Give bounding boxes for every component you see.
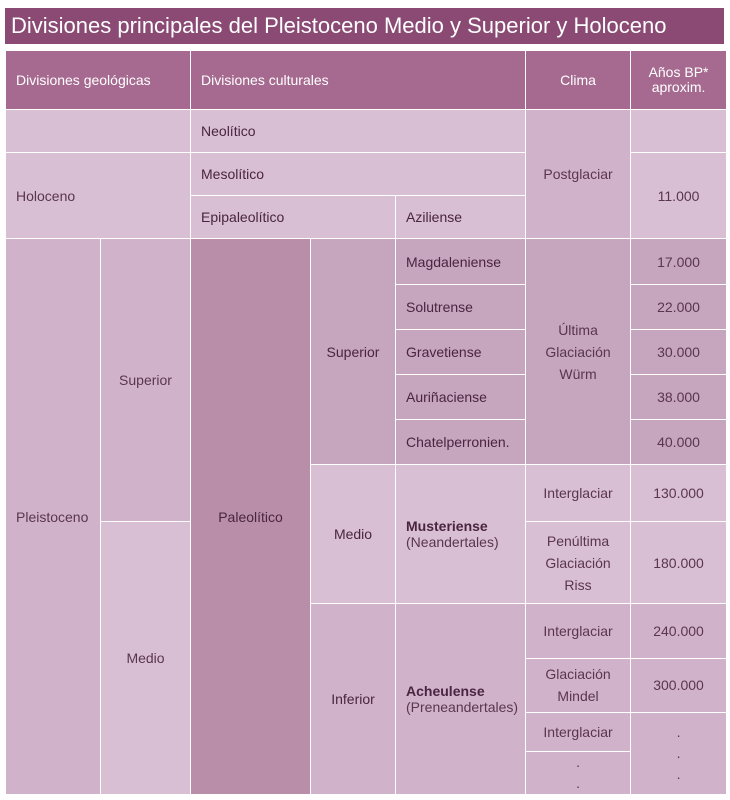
anos-mindel: 300.000 [631, 659, 726, 712]
table-title: Divisiones principales del Pleistoceno Medio y Superior y Holoceno [5, 8, 724, 44]
clima-ultima-line3: Würm [559, 365, 597, 382]
anos-holoceno: 11.000 [631, 153, 726, 238]
neandertales-label: (Neandertales) [406, 534, 499, 551]
clima-postglaciar: Postglaciar [526, 110, 630, 238]
geo-superior: Superior [101, 239, 190, 521]
clima-ultima-glaciacion [526, 239, 630, 464]
clima-interglaciar-2: Interglaciar [526, 604, 630, 657]
cultural-sub-superior: Superior [311, 239, 395, 464]
table-row [6, 110, 726, 152]
clima-penultima-line3: Riss [564, 576, 592, 593]
geo-holoceno: Holoceno [6, 153, 190, 238]
anos-interglaciar-1: 130.000 [631, 465, 726, 521]
dot: . [676, 765, 681, 782]
header-culturales: Divisiones culturales [191, 51, 525, 109]
clima-continuation-dots [526, 752, 630, 794]
cultural-musteriense [396, 465, 525, 603]
anos-magdaleniense: 17.000 [631, 239, 726, 283]
cultural-sub-medio: Medio [311, 465, 395, 603]
cultural-mesolitico: Mesolítico [191, 153, 525, 195]
geo-pleistoceno: Pleistoceno [6, 239, 100, 794]
anos-gravetiense: 30.000 [631, 330, 726, 374]
clima-penultima-line1: Penúltima [546, 532, 610, 549]
header-anos-line2: aproxim. [651, 79, 706, 96]
cultural-neolitico: Neolítico [191, 110, 525, 152]
header-anos [631, 51, 726, 109]
clima-interglaciar-3: Interglaciar [526, 713, 630, 751]
cultural-chatelperronien: Chatelperronien. [396, 420, 525, 464]
anos-solutrense: 22.000 [631, 285, 726, 329]
clima-penultima-line2: Glaciación [545, 554, 611, 571]
cultural-epipaleolitico: Epipaleolítico [191, 196, 395, 238]
clima-interglaciar-1: Interglaciar [526, 465, 630, 521]
geo-medio: Medio [101, 522, 190, 794]
clima-mindel-line1: Glaciación [545, 666, 611, 683]
header-anos-line1: Años BP* [648, 64, 709, 81]
table-row [6, 239, 726, 283]
header-clima: Clima [526, 51, 630, 109]
dot: . [576, 753, 580, 770]
cultural-magdaleniense: Magdaleniense [396, 239, 525, 283]
cultural-gravetiense: Gravetiense [396, 330, 525, 374]
clima-ultima-line1: Última [558, 321, 598, 338]
cultural-acheulense [396, 604, 525, 794]
dot: . [676, 744, 681, 761]
clima-glaciacion-mindel [526, 659, 630, 712]
header-row [6, 51, 726, 109]
preneandertales-label: (Preneandertales) [406, 699, 519, 716]
cultural-aurinaciense: Auriñaciense [396, 375, 525, 419]
anos-aurinaciense: 38.000 [631, 375, 726, 419]
clima-ultima-line2: Glaciación [545, 343, 611, 360]
anos-empty-cell [631, 110, 726, 152]
clima-penultima-glaciacion [526, 522, 630, 603]
dot: . [576, 774, 580, 791]
acheulense-label: Acheulense [406, 683, 485, 700]
cultural-sub-inferior: Inferior [311, 604, 395, 794]
anos-interglaciar-2: 240.000 [631, 604, 726, 657]
anos-continuation-dots [631, 713, 726, 794]
geo-empty-cell [6, 110, 190, 152]
anos-chatelperronien: 40.000 [631, 420, 726, 464]
musteriense-label: Musteriense [406, 518, 488, 535]
cultural-solutrense: Solutrense [396, 285, 525, 329]
cultural-paleolitico: Paleolítico [191, 239, 310, 794]
divisions-table [5, 50, 727, 795]
clima-mindel-line2: Mindel [557, 688, 599, 705]
anos-riss: 180.000 [631, 522, 726, 603]
cultural-aziliense: Aziliense [396, 196, 525, 238]
header-geologicas: Divisiones geológicas [6, 51, 190, 109]
dot: . [676, 723, 681, 740]
